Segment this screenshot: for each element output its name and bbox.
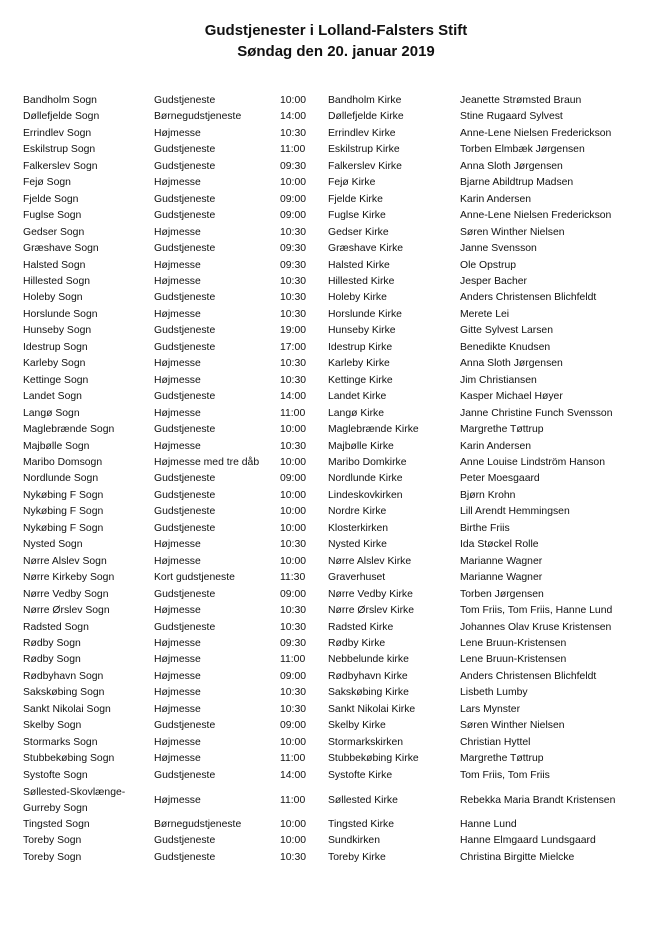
time-cell: 10:00	[280, 819, 307, 831]
time-cell: 19:00	[280, 325, 307, 337]
priest-cell: Birthe Friis	[460, 522, 510, 534]
service-type-cell: Højmesse	[154, 275, 201, 287]
table-row	[23, 669, 643, 685]
service-type-cell: Gudstjeneste	[154, 720, 216, 732]
time-cell: 10:00	[280, 555, 307, 567]
time-cell: 10:30	[280, 687, 307, 699]
priest-cell: Anne-Lene Nielsen Frederickson	[460, 127, 612, 139]
parish-cell: Fjelde Sogn	[23, 193, 79, 205]
parish-cell: Maglebrænde Sogn	[23, 424, 115, 436]
time-cell: 17:00	[280, 341, 307, 353]
table-row	[23, 603, 643, 619]
table-row	[23, 192, 643, 208]
service-type-cell: Gudstjeneste	[154, 292, 216, 304]
church-cell: Errindlev Kirke	[328, 127, 396, 139]
service-type-cell: Gudstjeneste	[154, 341, 216, 353]
priest-cell: Bjørn Krohn	[460, 489, 516, 501]
service-type-cell: Gudstjeneste	[154, 769, 216, 781]
time-cell: 10:00	[280, 456, 307, 468]
table-row	[23, 323, 643, 339]
parish-cell: Rødby Sogn	[23, 637, 81, 649]
service-type-cell: Højmesse	[154, 308, 201, 320]
service-type-cell: Gudstjeneste	[154, 424, 216, 436]
table-row	[23, 471, 643, 487]
table-row	[23, 225, 643, 241]
parish-cell: Tingsted Sogn	[23, 819, 90, 831]
priest-cell: Jesper Bacher	[460, 275, 527, 287]
table-row	[23, 340, 643, 356]
priest-cell: Karin Andersen	[460, 193, 532, 205]
church-cell: Rødbyhavn Kirke	[328, 670, 408, 682]
table-row	[23, 406, 643, 422]
service-type-cell: Højmesse	[154, 654, 201, 666]
church-cell: Sankt Nikolai Kirke	[328, 703, 416, 715]
table-row	[23, 735, 643, 751]
parish-cell: Bandholm Sogn	[23, 95, 97, 106]
time-cell: 14:00	[280, 111, 307, 123]
time-cell: 10:30	[280, 358, 307, 370]
priest-cell: Margrethe Tøttrup	[460, 424, 544, 436]
service-type-cell: Højmesse	[154, 374, 201, 386]
table-row	[23, 521, 643, 537]
table-row	[23, 241, 643, 257]
service-type-cell: Gudstjeneste	[154, 95, 216, 106]
parish-cell: Nørre Ørslev Sogn	[23, 605, 110, 617]
time-cell: 14:00	[280, 769, 307, 781]
service-type-cell: Højmesse	[154, 226, 201, 238]
parish-cell: Maribo Domsogn	[23, 456, 103, 468]
service-type-cell: Gudstjeneste	[154, 193, 216, 205]
priest-cell: Tom Friis, Tom Friis, Hanne Lund	[460, 605, 613, 617]
table-row	[23, 768, 643, 784]
time-cell: 11:00	[280, 753, 306, 765]
church-cell: Sundkirken	[328, 835, 380, 847]
service-type-cell: Højmesse med tre dåb	[154, 456, 260, 468]
table-row	[23, 208, 643, 224]
service-type-cell: Gudstjeneste	[154, 489, 216, 501]
parish-cell: Græshave Sogn	[23, 243, 99, 255]
time-cell: 10:00	[280, 506, 307, 518]
table-row	[23, 159, 643, 175]
table-row	[23, 817, 643, 833]
service-type-cell: Gudstjeneste	[154, 210, 216, 222]
church-cell: Lindeskovkirken	[328, 489, 403, 501]
time-cell: 09:00	[280, 670, 307, 682]
table-row	[23, 570, 643, 586]
church-cell: Nysted Kirke	[328, 539, 387, 551]
service-type-cell: Gudstjeneste	[154, 851, 216, 863]
church-cell: Idestrup Kirke	[328, 341, 393, 353]
priest-cell: Hanne Elmgaard Lundsgaard	[460, 835, 596, 847]
church-cell: Fjelde Kirke	[328, 193, 383, 205]
parish-cell: Nykøbing F Sogn	[23, 489, 104, 501]
time-cell: 10:30	[280, 127, 307, 139]
table-row	[23, 504, 643, 520]
church-cell: Horslunde Kirke	[328, 308, 402, 320]
priest-cell: Peter Moesgaard	[460, 473, 540, 485]
time-cell: 10:00	[280, 522, 307, 534]
parish-cell: Sakskøbing Sogn	[23, 687, 105, 699]
table-row	[23, 373, 643, 389]
table-row	[23, 109, 643, 125]
parish-cell: Karleby Sogn	[23, 358, 86, 370]
service-type-cell: Højmesse	[154, 555, 201, 567]
table-row	[23, 439, 643, 455]
table-row	[23, 685, 643, 701]
church-cell: Hunseby Kirke	[328, 325, 396, 337]
priest-cell: Jim Christiansen	[460, 374, 537, 386]
church-cell: Nørre Ørslev Kirke	[328, 605, 415, 617]
table-row	[23, 587, 643, 603]
time-cell: 10:00	[280, 177, 307, 189]
parish-cell: Eskilstrup Sogn	[23, 144, 96, 156]
time-cell: 09:00	[280, 473, 307, 485]
time-cell: 10:30	[280, 226, 307, 238]
parish-cell: Nykøbing F Sogn	[23, 522, 104, 534]
table-row	[23, 702, 643, 718]
parish-cell: Fuglse Sogn	[23, 210, 82, 222]
parish-cell: Hunseby Sogn	[23, 325, 92, 337]
table-row	[23, 718, 643, 734]
priest-cell: Bjarne Abildtrup Madsen	[460, 177, 574, 189]
priest-cell: Lill Arendt Hemmingsen	[460, 506, 570, 518]
church-cell: Halsted Kirke	[328, 259, 390, 271]
time-cell: 09:00	[280, 720, 307, 732]
table-row	[23, 175, 643, 191]
church-cell: Fejø Kirke	[328, 177, 376, 189]
table-row	[23, 258, 643, 274]
parish-cell: Sankt Nikolai Sogn	[23, 703, 111, 715]
service-type-cell: Børnegudstjeneste	[154, 111, 242, 123]
priest-cell: Karin Andersen	[460, 440, 532, 452]
parish-cell: Nykøbing F Sogn	[23, 506, 104, 518]
church-cell: Falkerslev Kirke	[328, 160, 402, 172]
parish-cell: Søllested-Skovlænge-Gurreby Sogn	[23, 786, 126, 814]
time-cell: 11:00	[280, 407, 306, 419]
priest-cell: Christina Birgitte Mielcke	[460, 851, 575, 863]
service-type-cell: Højmesse	[154, 670, 201, 682]
document-subtitle: Søndag den 20. januar 2019	[237, 43, 435, 60]
church-cell: Bandholm Kirke	[328, 95, 402, 106]
service-type-cell: Gudstjeneste	[154, 835, 216, 847]
service-type-cell: Højmesse	[154, 637, 201, 649]
service-type-cell: Højmesse	[154, 539, 201, 551]
parish-cell: Stormarks Sogn	[23, 736, 98, 748]
church-cell: Skelby Kirke	[328, 720, 386, 732]
church-cell: Nebbelunde kirke	[328, 654, 409, 666]
service-type-cell: Højmesse	[154, 440, 201, 452]
church-cell: Stubbekøbing Kirke	[328, 753, 419, 765]
time-cell: 10:00	[280, 489, 307, 501]
priest-cell: Ole Opstrup	[460, 259, 517, 271]
document-title: Gudstjenester i Lolland-Falsters Stift	[204, 22, 468, 39]
parish-cell: Rødbyhavn Sogn	[23, 670, 104, 682]
church-cell: Nørre Alslev Kirke	[328, 555, 412, 567]
church-cell: Eskilstrup Kirke	[328, 144, 400, 156]
table-row	[23, 554, 643, 570]
time-cell: 10:30	[280, 621, 307, 633]
time-cell: 10:30	[280, 851, 307, 863]
parish-cell: Skelby Sogn	[23, 720, 82, 732]
time-cell: 09:30	[280, 259, 307, 271]
parish-cell: Rødby Sogn	[23, 654, 81, 666]
table-row	[23, 93, 643, 109]
table-row	[23, 488, 643, 504]
priest-cell: Lisbeth Lumby	[460, 687, 528, 699]
time-cell: 14:00	[280, 391, 307, 403]
church-cell: Langø Kirke	[328, 407, 385, 419]
priest-cell: Anne Louise Lindström Hanson	[460, 456, 605, 468]
service-type-cell: Højmesse	[154, 407, 201, 419]
table-row	[23, 142, 643, 158]
parish-cell: Hillested Sogn	[23, 275, 91, 287]
priest-cell: Merete Lei	[460, 308, 510, 320]
church-cell: Græshave Kirke	[328, 243, 404, 255]
church-cell: Radsted Kirke	[328, 621, 394, 633]
service-type-cell: Gudstjeneste	[154, 160, 216, 172]
church-cell: Maribo Domkirke	[328, 456, 407, 468]
parish-cell: Systofte Sogn	[23, 769, 88, 781]
church-cell: Sakskøbing Kirke	[328, 687, 409, 699]
church-cell: Graverhuset	[328, 572, 386, 584]
time-cell: 10:30	[280, 292, 307, 304]
document-header	[0, 20, 672, 62]
service-type-cell: Højmesse	[154, 358, 201, 370]
service-type-cell: Gudstjeneste	[154, 325, 216, 337]
parish-cell: Radsted Sogn	[23, 621, 89, 633]
priest-cell: Lene Bruun-Kristensen	[460, 637, 567, 649]
service-type-cell: Højmesse	[154, 753, 201, 765]
church-cell: Nørre Vedby Kirke	[328, 588, 413, 600]
priest-cell: Christian Hyttel	[460, 736, 531, 748]
church-cell: Gedser Kirke	[328, 226, 389, 238]
priest-cell: Torben Elmbæk Jørgensen	[460, 144, 585, 156]
priest-cell: Søren Winther Nielsen	[460, 720, 565, 732]
time-cell: 10:30	[280, 605, 307, 617]
church-cell: Døllefjelde Kirke	[328, 111, 404, 123]
service-type-cell: Højmesse	[154, 127, 201, 139]
time-cell: 10:30	[280, 275, 307, 287]
time-cell: 11:00	[280, 144, 306, 156]
table-row	[23, 422, 643, 438]
parish-cell: Nørre Alslev Sogn	[23, 555, 107, 567]
church-cell: Landet Kirke	[328, 391, 387, 403]
priest-cell: Janne Svensson	[460, 243, 537, 255]
priest-cell: Jeanette Strømsted Braun	[460, 95, 582, 106]
parish-cell: Horslunde Sogn	[23, 308, 98, 320]
priest-cell: Kasper Michael Høyer	[460, 391, 563, 403]
time-cell: 09:00	[280, 588, 307, 600]
service-type-cell: Højmesse	[154, 703, 201, 715]
priest-cell: Margrethe Tøttrup	[460, 753, 544, 765]
priest-cell: Benedikte Knudsen	[460, 341, 551, 353]
parish-cell: Nordlunde Sogn	[23, 473, 99, 485]
time-cell: 09:30	[280, 637, 307, 649]
parish-cell: Toreby Sogn	[23, 851, 82, 863]
service-type-cell: Gudstjeneste	[154, 391, 216, 403]
priest-cell: Lars Mynster	[460, 703, 521, 715]
priest-cell: Anders Christensen Blichfeldt	[460, 670, 597, 682]
table-row	[23, 307, 643, 323]
service-type-cell: Højmesse	[154, 259, 201, 271]
service-type-cell: Børnegudstjeneste	[154, 819, 242, 831]
parish-cell: Døllefjelde Sogn	[23, 111, 100, 123]
service-type-cell: Højmesse	[154, 794, 201, 806]
church-cell: Søllested Kirke	[328, 794, 398, 806]
parish-cell: Stubbekøbing Sogn	[23, 753, 115, 765]
priest-cell: Anna Sloth Jørgensen	[460, 358, 563, 370]
parish-cell: Holeby Sogn	[23, 292, 83, 304]
service-type-cell: Gudstjeneste	[154, 473, 216, 485]
parish-cell: Toreby Sogn	[23, 835, 82, 847]
parish-cell: Falkerslev Sogn	[23, 160, 98, 172]
service-type-cell: Gudstjeneste	[154, 243, 216, 255]
time-cell: 10:30	[280, 539, 307, 551]
church-cell: Karleby Kirke	[328, 358, 390, 370]
priest-cell: Rebekka Maria Brandt Kristensen	[460, 794, 616, 806]
church-cell: Stormarkskirken	[328, 736, 404, 748]
parish-cell: Nørre Vedby Sogn	[23, 588, 109, 600]
time-cell: 10:00	[280, 95, 307, 106]
priest-cell: Johannes Olav Kruse Kristensen	[460, 621, 612, 633]
service-type-cell: Gudstjeneste	[154, 588, 216, 600]
time-cell: 09:30	[280, 243, 307, 255]
service-type-cell: Højmesse	[154, 177, 201, 189]
service-type-cell: Gudstjeneste	[154, 621, 216, 633]
parish-cell: Idestrup Sogn	[23, 341, 88, 353]
time-cell: 10:30	[280, 703, 307, 715]
church-cell: Toreby Kirke	[328, 851, 386, 863]
priest-cell: Tom Friis, Tom Friis	[460, 769, 550, 781]
priest-cell: Marianne Wagner	[460, 572, 543, 584]
parish-cell: Halsted Sogn	[23, 259, 86, 271]
priest-cell: Stine Rugaard Sylvest	[460, 111, 563, 123]
parish-cell: Nysted Sogn	[23, 539, 83, 551]
priest-cell: Anne-Lene Nielsen Frederickson	[460, 210, 612, 222]
service-type-cell: Højmesse	[154, 605, 201, 617]
table-row	[23, 784, 643, 817]
church-cell: Klosterkirken	[328, 522, 389, 534]
priest-cell: Marianne Wagner	[460, 555, 543, 567]
priest-cell: Anna Sloth Jørgensen	[460, 160, 563, 172]
parish-cell: Majbølle Sogn	[23, 440, 90, 452]
parish-cell: Kettinge Sogn	[23, 374, 89, 386]
church-cell: Kettinge Kirke	[328, 374, 393, 386]
time-cell: 09:30	[280, 160, 307, 172]
time-cell: 09:00	[280, 193, 307, 205]
service-table	[23, 93, 643, 866]
table-row	[23, 274, 643, 290]
priest-cell: Søren Winther Nielsen	[460, 226, 565, 238]
church-cell: Maglebrænde Kirke	[328, 424, 419, 436]
time-cell: 10:00	[280, 736, 307, 748]
table-row	[23, 537, 643, 553]
priest-cell: Janne Christine Funch Svensson	[460, 407, 613, 419]
time-cell: 09:00	[280, 210, 307, 222]
church-cell: Nordre Kirke	[328, 506, 387, 518]
priest-cell: Hanne Lund	[460, 819, 517, 831]
table-row	[23, 833, 643, 849]
service-type-cell: Gudstjeneste	[154, 144, 216, 156]
time-cell: 10:30	[280, 374, 307, 386]
priest-cell: Anders Christensen Blichfeldt	[460, 292, 597, 304]
priest-cell: Ida Støckel Rolle	[460, 539, 539, 551]
table-row	[23, 751, 643, 767]
time-cell: 10:00	[280, 835, 307, 847]
table-row	[23, 290, 643, 306]
church-cell: Majbølle Kirke	[328, 440, 394, 452]
parish-cell: Langø Sogn	[23, 407, 80, 419]
table-row	[23, 389, 643, 405]
church-cell: Holeby Kirke	[328, 292, 387, 304]
priest-cell: Gitte Sylvest Larsen	[460, 325, 553, 337]
parish-cell: Fejø Sogn	[23, 177, 71, 189]
priest-cell: Torben Jørgensen	[460, 588, 544, 600]
table-row	[23, 356, 643, 372]
table-row	[23, 455, 643, 471]
time-cell: 10:30	[280, 308, 307, 320]
church-cell: Rødby Kirke	[328, 637, 386, 649]
service-type-cell: Kort gudstjeneste	[154, 572, 235, 584]
time-cell: 10:00	[280, 424, 307, 436]
time-cell: 10:30	[280, 440, 307, 452]
church-cell: Nordlunde Kirke	[328, 473, 403, 485]
service-type-cell: Højmesse	[154, 736, 201, 748]
table-row	[23, 636, 643, 652]
parish-cell: Nørre Kirkeby Sogn	[23, 572, 115, 584]
table-row	[23, 126, 643, 142]
church-cell: Tingsted Kirke	[328, 819, 395, 831]
service-type-cell: Højmesse	[154, 687, 201, 699]
table-row	[23, 620, 643, 636]
table-row	[23, 652, 643, 668]
parish-cell: Landet Sogn	[23, 391, 82, 403]
parish-cell: Gedser Sogn	[23, 226, 85, 238]
time-cell: 11:00	[280, 794, 306, 806]
service-type-cell: Gudstjeneste	[154, 522, 216, 534]
church-cell: Hillested Kirke	[328, 275, 395, 287]
parish-cell: Errindlev Sogn	[23, 127, 92, 139]
table-row	[23, 850, 643, 866]
church-cell: Systofte Kirke	[328, 769, 393, 781]
time-cell: 11:30	[280, 572, 306, 584]
priest-cell: Lene Bruun-Kristensen	[460, 654, 567, 666]
church-cell: Fuglse Kirke	[328, 210, 386, 222]
service-type-cell: Gudstjeneste	[154, 506, 216, 518]
time-cell: 11:00	[280, 654, 306, 666]
